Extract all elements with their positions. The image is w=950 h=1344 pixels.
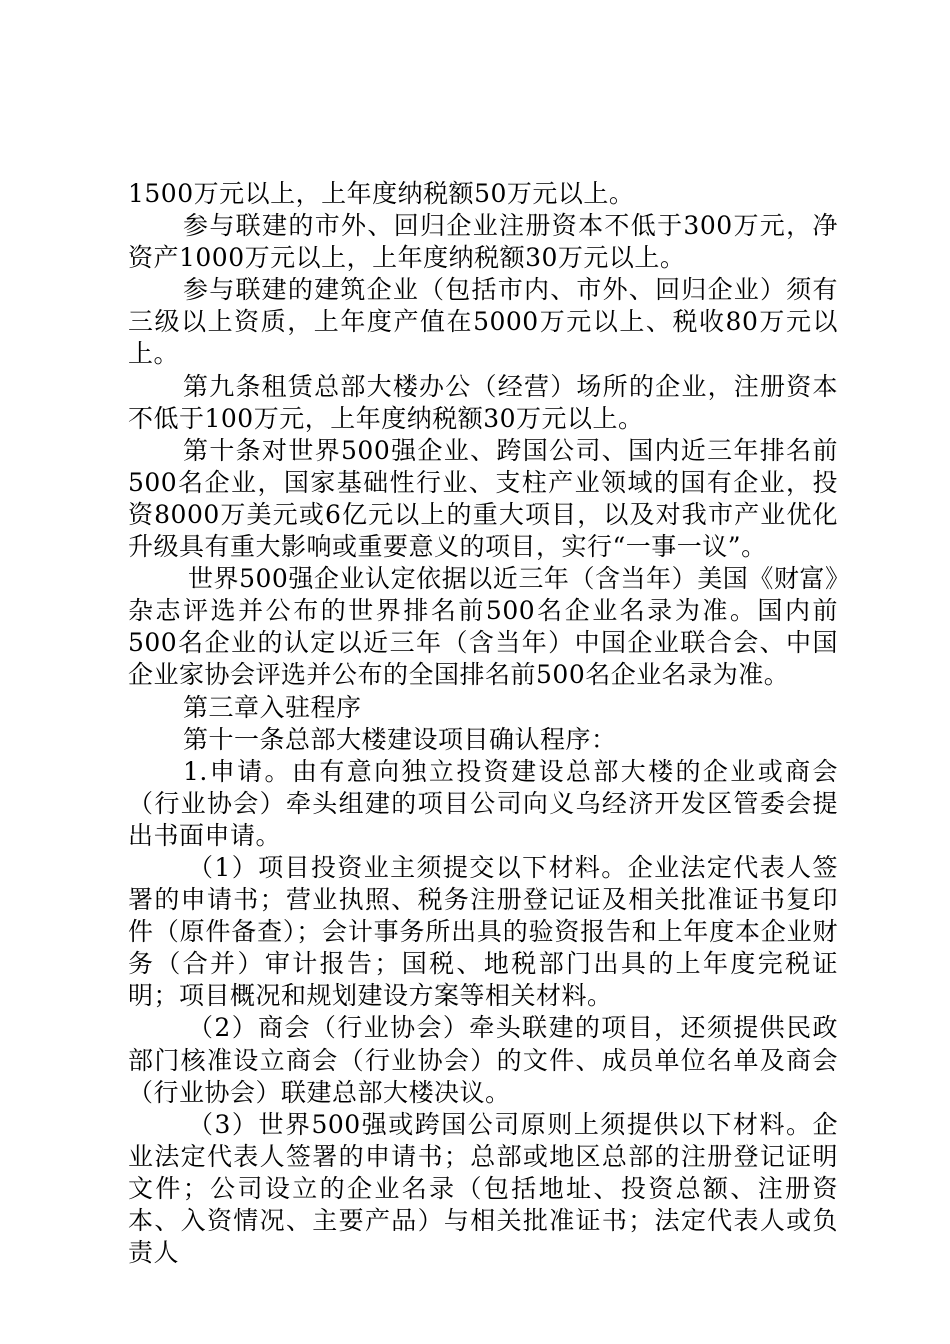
paragraph-item-2: （2）商会（行业协会）牵头联建的项目，还须提供民政部门核准设立商会（行业协会）的文件、成员单位名单及商会（行业协会）联建总部大楼决议。 — [128, 1013, 838, 1107]
paragraph-item-3: （3）世界500强或跨国公司原则上须提供以下材料。企业法定代表人签署的申请书；总部或地区总部的注册登记证明文件；公司设立的企业名录（包括地址、投资总额、注册资本、入资情况、主要产品）与相关批准证书；法定代表人或负责人 — [128, 1109, 838, 1268]
paragraph-outside-enterprises: 参与联建的市外、回归企业注册资本不低于300万元，净资产1000万元以上，上年度纳税额30万元以上。 — [128, 211, 838, 273]
paragraph-step-application: 1.申请。由有意向独立投资建设总部大楼的企业或商会（行业协会）牵头组建的项目公司向义乌经济开发区管委会提出书面申请。 — [128, 756, 838, 850]
document-body — [128, 178, 838, 1269]
paragraph-construction-enterprises: 参与联建的建筑企业（包括市内、市外、回归企业）须有三级以上资质，上年度产值在5000万元以上、税收80万元以上。 — [128, 275, 838, 369]
paragraph-top-500-definition: 世界500强企业认定依据以近三年（含当年）美国《财富》杂志评选并公布的世界排名前500名企业名录为准。国内前500名企业的认定以近三年（含当年）中国企业联合会、中国企业家协会评选并公布的全国排名前500名企业名录为准。 — [128, 564, 838, 690]
paragraph-article-11: 第十一条总部大楼建设项目确认程序： — [183, 724, 617, 754]
paragraph-article-10: 第十条对世界500强企业、跨国公司、国内近三年排名前500名企业，国家基础性行业、支柱产业领域的国有企业，投资8000万美元或6亿元以上的重大项目，以及对我市产业优化升级具有重大影响或重要意义的项目，实行“一事一议”。 — [128, 435, 838, 562]
chapter-heading: 第三章入驻程序 — [183, 692, 362, 722]
paragraph-item-1: （1）项目投资业主须提交以下材料。企业法定代表人签署的申请书；营业执照、税务注册登记证及相关批准证书复印件（原件备查）；会计事务所出具的验资报告和上年度本企业财务（合并）审计报告；国税、地税部门出具的上年度完税证明；项目概况和规划建设方案等相关材料。 — [128, 852, 838, 1011]
paragraph-article-9: 第九条租赁总部大楼办公（经营）场所的企业，注册资本不低于100万元，上年度纳税额30万元以上。 — [128, 371, 838, 433]
paragraph-continuation: 1500万元以上，上年度纳税额50万元以上。 — [128, 179, 635, 208]
